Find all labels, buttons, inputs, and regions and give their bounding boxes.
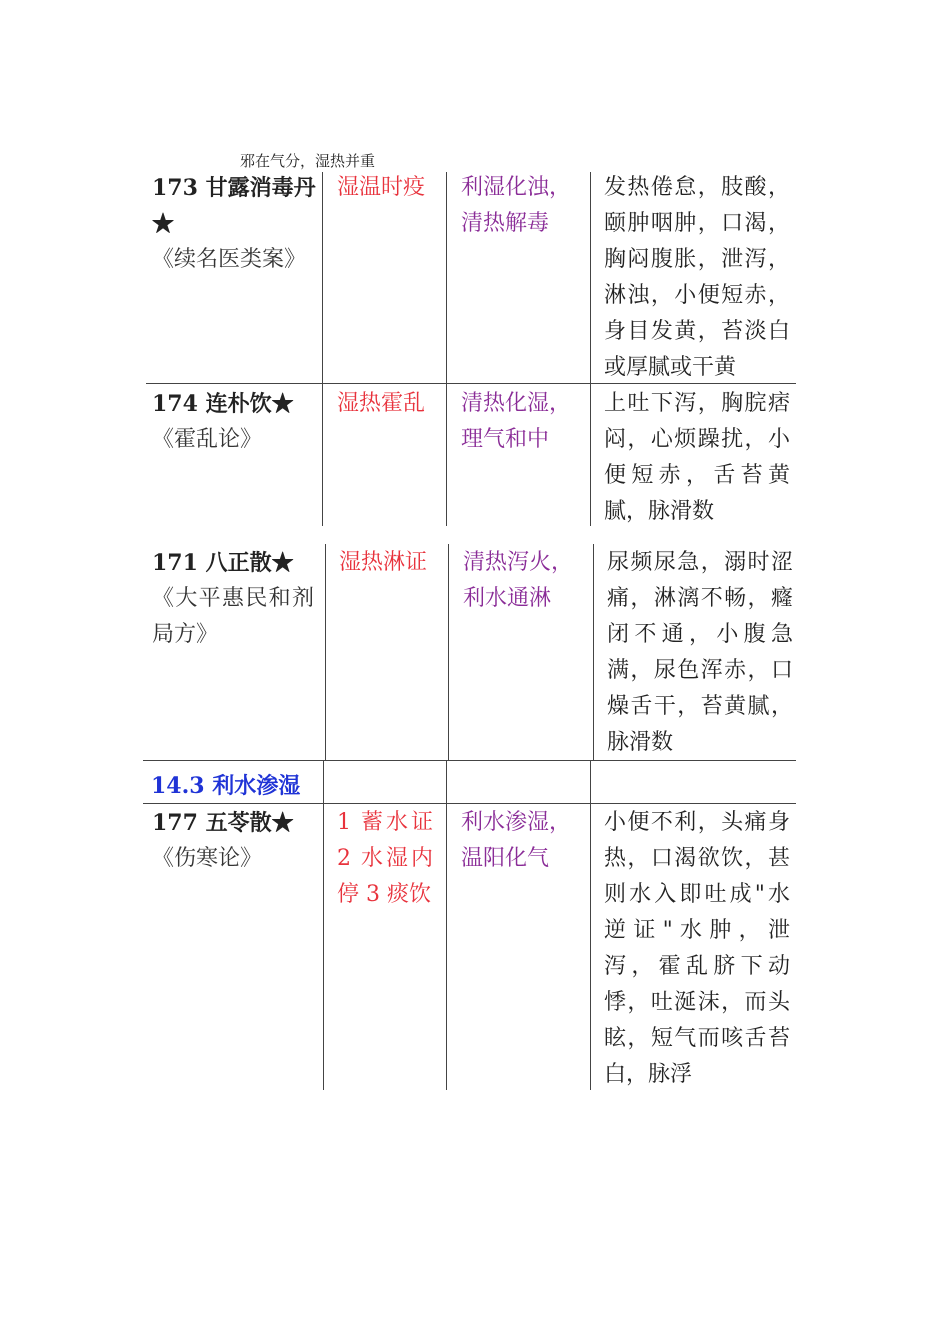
indications-cell: 上吐下泻，胸脘痞闷，心烦躁扰，小便短赤，舌苔黄腻，脉滑数 <box>604 391 790 524</box>
formula-name: 173 甘露消毒丹★ <box>152 175 316 237</box>
table-divider <box>325 544 326 760</box>
table-divider <box>448 544 449 760</box>
indications-cell: 小便不利，头痛身热，口渴欲饮，甚则水入即吐成"水逆证"水肿，泄泻，霍乱脐下动悸，吐涎沫，而头眩，短气而咳舌苔白，脉浮 <box>604 810 790 1087</box>
table-divider <box>590 172 591 526</box>
formula-source: 《大平惠民和剂局方》 <box>152 586 314 647</box>
table-divider <box>593 544 594 760</box>
table-divider <box>323 760 324 1090</box>
table-row <box>152 386 320 458</box>
formula-source: 《续名医类案》 <box>152 247 307 272</box>
syndrome-cell: 湿热淋证 <box>339 550 428 575</box>
table-row <box>152 545 314 653</box>
section-title: 14.3 利水渗湿 <box>151 773 301 799</box>
indications-cell: 发热倦怠，肢酸，颐肿咽肿，口渴，胸闷腹胀，泄泻，淋浊，小便短赤，身目发黄，苔淡白或厚腻或干黄 <box>604 175 790 380</box>
table-divider <box>446 760 447 1090</box>
function-cell: 清热泻火，利水通淋 <box>463 550 574 611</box>
function-cell: 利水渗湿，温阳化气 <box>461 810 572 871</box>
formula-name: 177 五苓散★ <box>152 810 294 836</box>
table-divider <box>590 760 591 1090</box>
formula-name: 171 八正散★ <box>152 550 294 576</box>
table-divider <box>322 172 323 526</box>
formula-source: 《霍乱论》 <box>152 427 263 452</box>
header-note: 邪在气分，湿热并重 <box>240 152 376 170</box>
syndrome-cell: 湿温时疫 <box>337 175 426 200</box>
table-divider <box>446 172 447 526</box>
formula-name: 174 连朴饮★ <box>152 391 294 417</box>
table-row <box>152 805 320 877</box>
table-row <box>152 170 320 278</box>
function-cell: 利湿化浊，清热解毒 <box>461 175 572 236</box>
syndrome-cell: 1 蓄水证 2 水湿内停 3 痰饮 <box>337 810 433 907</box>
indications-cell: 尿频尿急，溺时涩痛，淋漓不畅，癃闭不通，小腹急满，尿色浑赤，口燥舌干，苔黄腻，脉滑数 <box>607 550 793 755</box>
formula-source: 《伤寒论》 <box>152 846 263 871</box>
function-cell: 清热化湿，理气和中 <box>461 391 572 452</box>
syndrome-cell: 湿热霍乱 <box>337 391 426 416</box>
